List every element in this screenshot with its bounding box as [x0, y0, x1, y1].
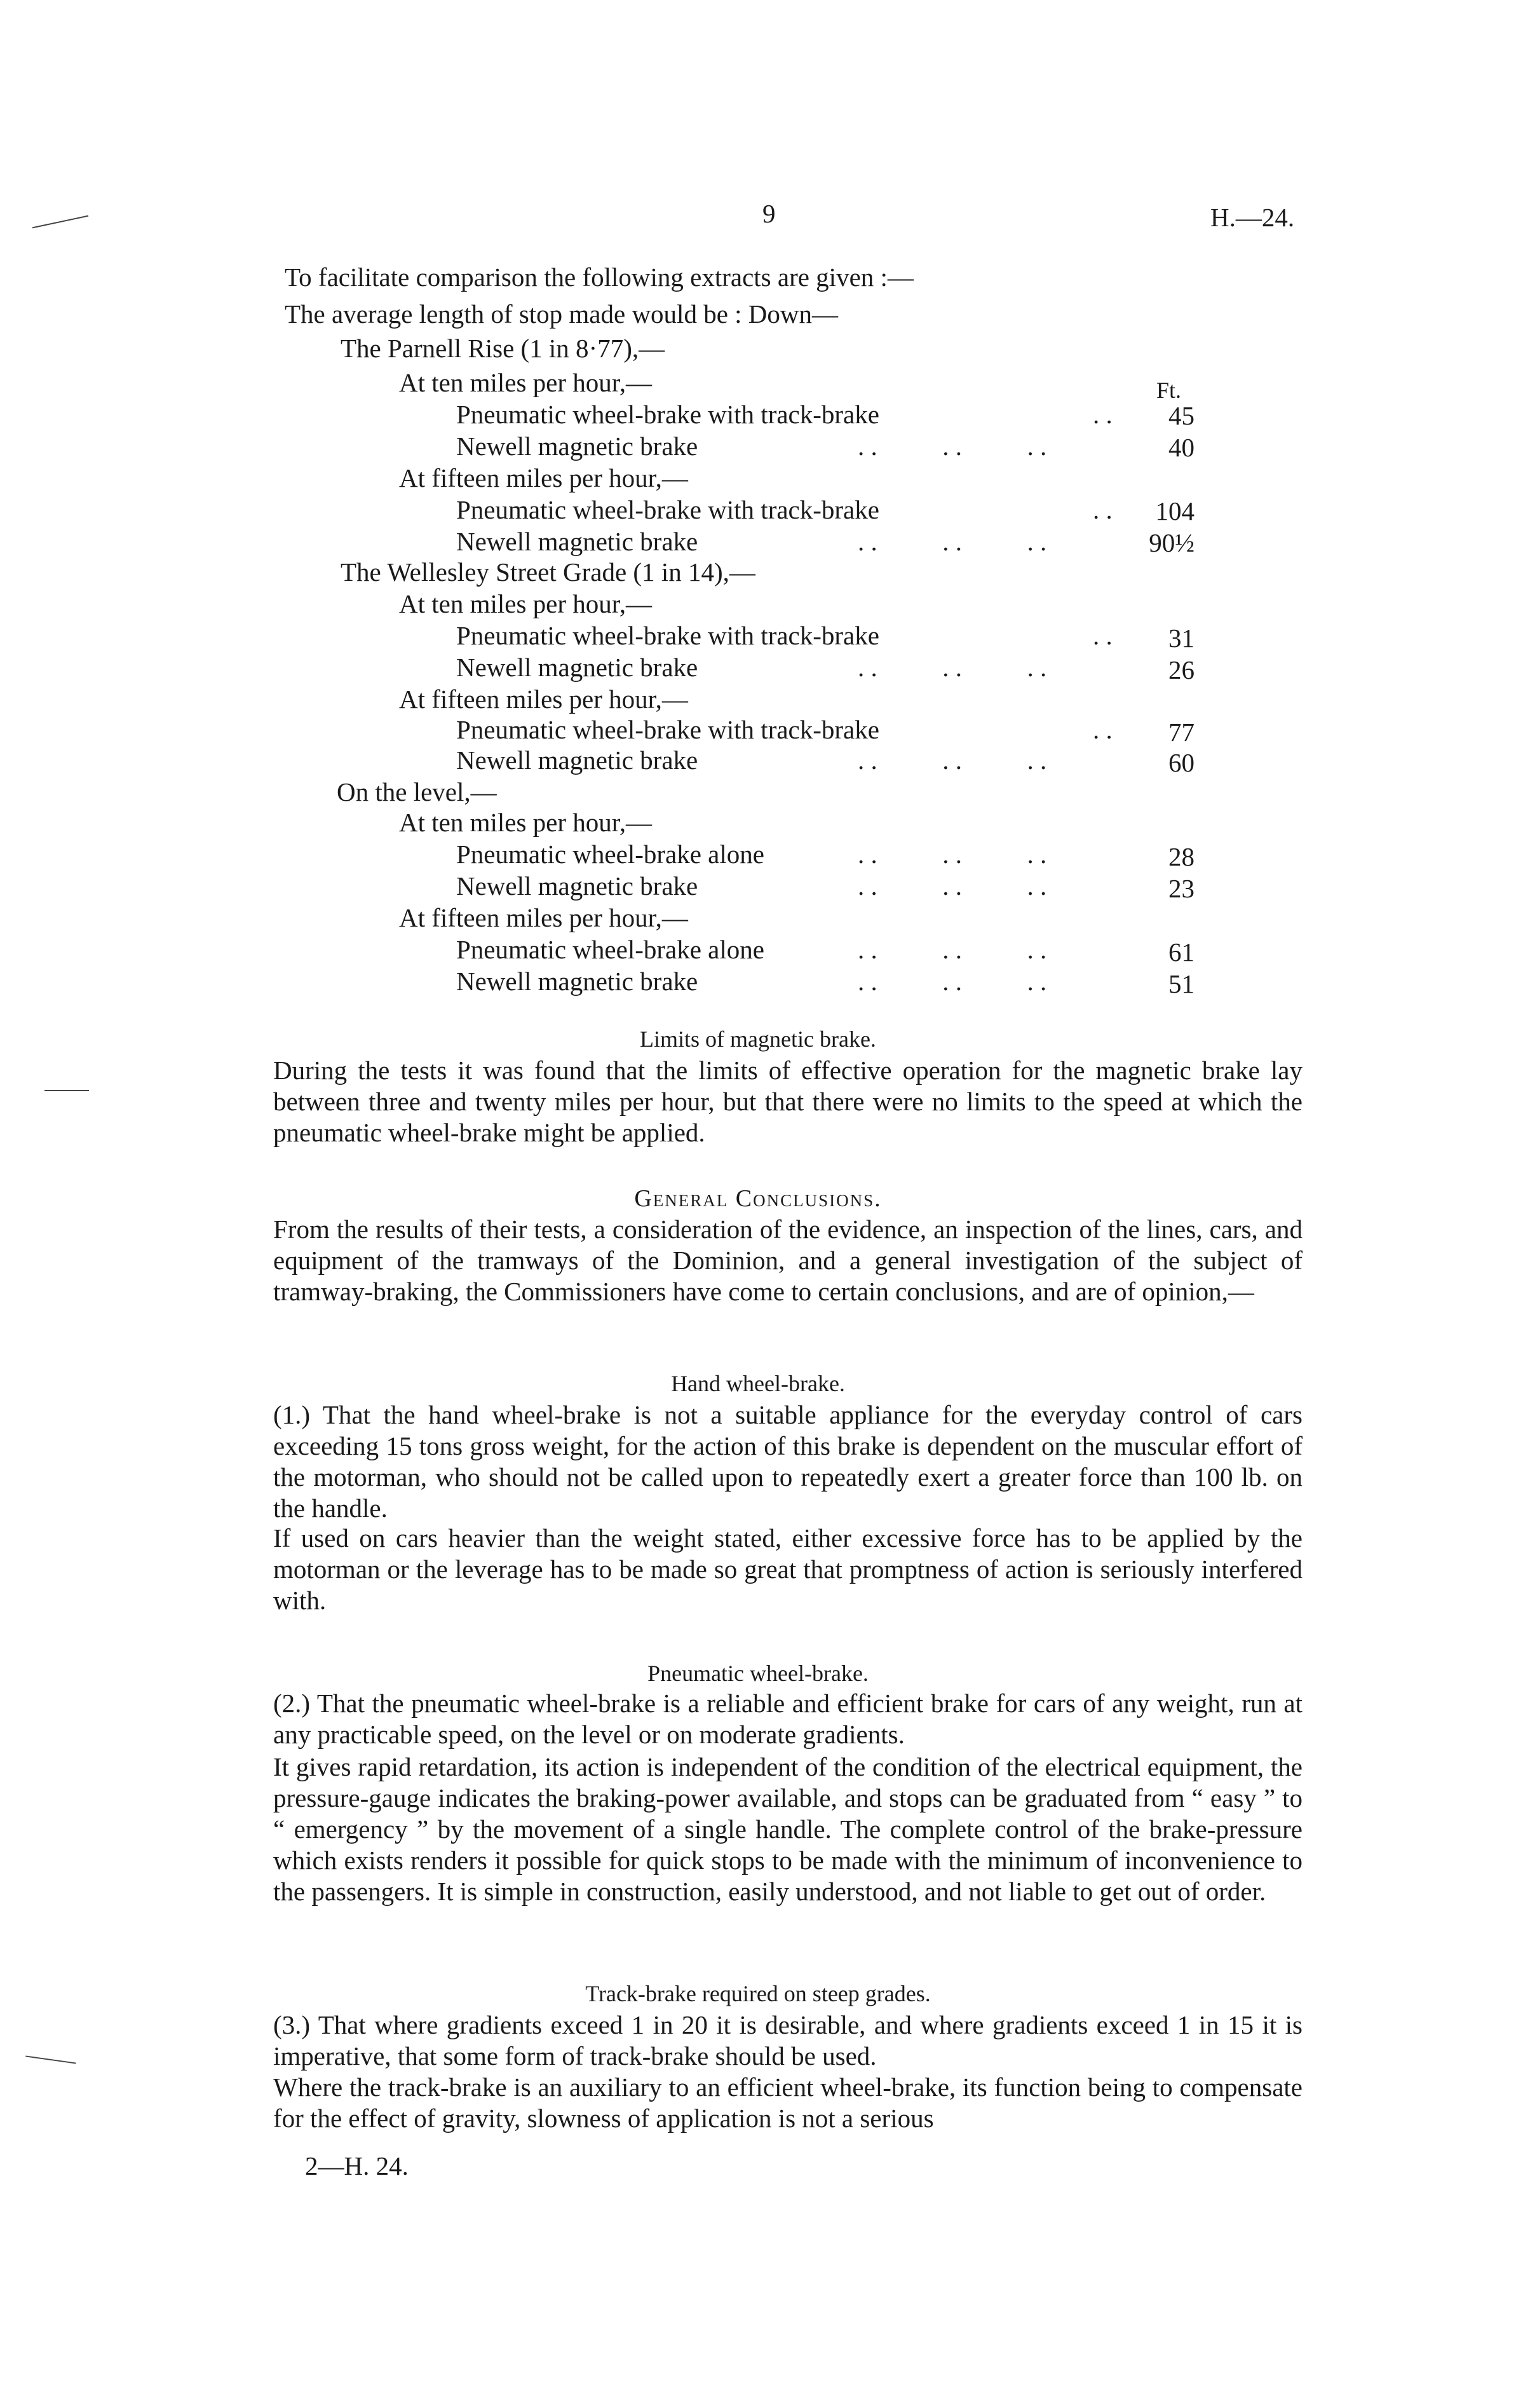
dot-leader: . . . . . .	[858, 527, 1047, 556]
paragraph: Where the track-brake is an auxiliary to an efficient wheel-brake, its function being to compensate for the effect of gravity, slowness of application is not a serious	[273, 2072, 1303, 2133]
stop-value: 23	[1168, 874, 1195, 903]
table-heading: The Parnell Rise (1 in 8·77),—	[341, 334, 665, 363]
dot-leader: . . . . . .	[858, 745, 1047, 775]
stop-value: 77	[1168, 718, 1195, 747]
paragraph: (1.) That the hand wheel-brake is not a suitable appliance for the everyday control of cars exceeding 15 tons gross weight, for the action of this brake is dependent on the muscular effort of the motorman, who should not be called upon to repeatedly exert a greater force than 100 lb. on the handle.	[273, 1400, 1303, 1523]
dot-leader: . . . . . .	[858, 432, 1047, 461]
margin-mark	[44, 1090, 89, 1091]
margin-mark	[25, 2055, 76, 2064]
dot-leader: . . . . . .	[858, 871, 1047, 901]
stop-value: 60	[1168, 748, 1195, 777]
document-ref: H.—24.	[1210, 203, 1295, 232]
stop-value: 31	[1168, 623, 1195, 653]
brake-label: Pneumatic wheel-brake with track-brake	[456, 495, 879, 524]
brake-label: Pneumatic wheel-brake alone	[456, 840, 764, 869]
brake-label: Newell magnetic brake	[456, 871, 698, 901]
dot-leader: . . . . . .	[858, 840, 1047, 869]
margin-mark	[32, 215, 88, 229]
stop-value: 90½	[1149, 528, 1195, 557]
brake-label: Pneumatic wheel-brake alone	[456, 935, 764, 964]
section-sidenote: Pneumatic wheel-brake.	[647, 1661, 869, 1686]
dot-leader: . .	[1093, 495, 1113, 524]
brake-label: Newell magnetic brake	[456, 967, 698, 996]
paragraph: From the results of their tests, a consideration of the evidence, an inspection of the lines, cars, and equipment of the tramways of the Dominion, and a general investigation of the subject of tramway-braking, the Commissioners have come to certain conclusions, and are of opinion,—	[273, 1214, 1303, 1306]
intro-line: To facilitate comparison the following extracts are given :—	[285, 262, 914, 292]
stop-value: 104	[1155, 496, 1195, 526]
brake-label: Newell magnetic brake	[456, 527, 698, 556]
speed-label: At fifteen miles per hour,—	[399, 463, 688, 493]
table-heading: The Wellesley Street Grade (1 in 14),—	[341, 557, 755, 587]
dot-leader: . .	[1093, 621, 1113, 650]
section-sidenote: Track-brake required on steep grades.	[585, 1981, 931, 2006]
paragraph: (3.) That where gradients exceed 1 in 20 it is desirable, and where gradients exceed 1 in 15 it is imperative, that some form of track-brake should be used.	[273, 2010, 1303, 2071]
stop-value: 45	[1168, 401, 1195, 430]
section-sidenote: Hand wheel-brake.	[671, 1371, 845, 1396]
footer-signature: 2—H. 24.	[305, 2151, 409, 2180]
dot-leader: . . . . . .	[858, 967, 1047, 996]
intro-line: The average length of stop made would be : Down—	[285, 299, 839, 329]
speed-label: At ten miles per hour,—	[399, 808, 653, 837]
paragraph: It gives rapid retardation, its action is independent of the condition of the electrical equipment, the pressure-gauge indicates the braking-power available, and stops can be graduated from “ easy ” to “ emergency ” by the movement of a single handle. The complete control of the brake-pressure which exists renders it possible for quick stops to be made with the minimum of inconvenience to the passengers. It is simple in construction, easily understood, and not liable to get out of order.	[273, 1752, 1303, 1906]
stop-value: 40	[1168, 433, 1195, 462]
stop-value: 26	[1168, 655, 1195, 684]
dot-leader: . . . . . .	[858, 935, 1047, 964]
speed-label: At ten miles per hour,—	[399, 368, 653, 397]
stop-value: 51	[1168, 969, 1195, 998]
speed-label: At fifteen miles per hour,—	[399, 903, 688, 932]
speed-label: At ten miles per hour,—	[399, 589, 653, 618]
brake-label: Newell magnetic brake	[456, 745, 698, 775]
paragraph: (2.) That the pneumatic wheel-brake is a reliable and efficient brake for cars of any weight, run at any practicable speed, on the level or on moderate gradients.	[273, 1689, 1303, 1749]
stop-value: 28	[1168, 842, 1195, 871]
paragraph: During the tests it was found that the limits of effective operation for the magnetic brake lay between three and twenty miles per hour, but that there were no limits to the speed at which the pneumatic wheel-brake might be applied.	[273, 1056, 1303, 1147]
unit-label: Ft.	[1156, 378, 1182, 403]
brake-label: Pneumatic wheel-brake with track-brake	[456, 400, 879, 429]
section-sidenote: Limits of magnetic brake.	[640, 1026, 876, 1052]
dot-leader: . .	[1093, 400, 1113, 429]
brake-label: Pneumatic wheel-brake with track-brake	[456, 715, 879, 744]
speed-label: At fifteen miles per hour,—	[399, 684, 688, 714]
page-number: 9	[762, 199, 776, 228]
section-heading: General Conclusions.	[634, 1185, 882, 1212]
brake-label: Newell magnetic brake	[456, 653, 698, 682]
paragraph: If used on cars heavier than the weight stated, either excessive force has to be applied by the motorman or the leverage has to be made so great that promptness of action is seriously interfered with.	[273, 1523, 1303, 1615]
brake-label: Pneumatic wheel-brake with track-brake	[456, 621, 879, 650]
brake-label: Newell magnetic brake	[456, 432, 698, 461]
table-heading: On the level,—	[337, 777, 497, 806]
dot-leader: . .	[1093, 715, 1113, 744]
stop-value: 61	[1168, 937, 1195, 967]
dot-leader: . . . . . .	[858, 653, 1047, 682]
